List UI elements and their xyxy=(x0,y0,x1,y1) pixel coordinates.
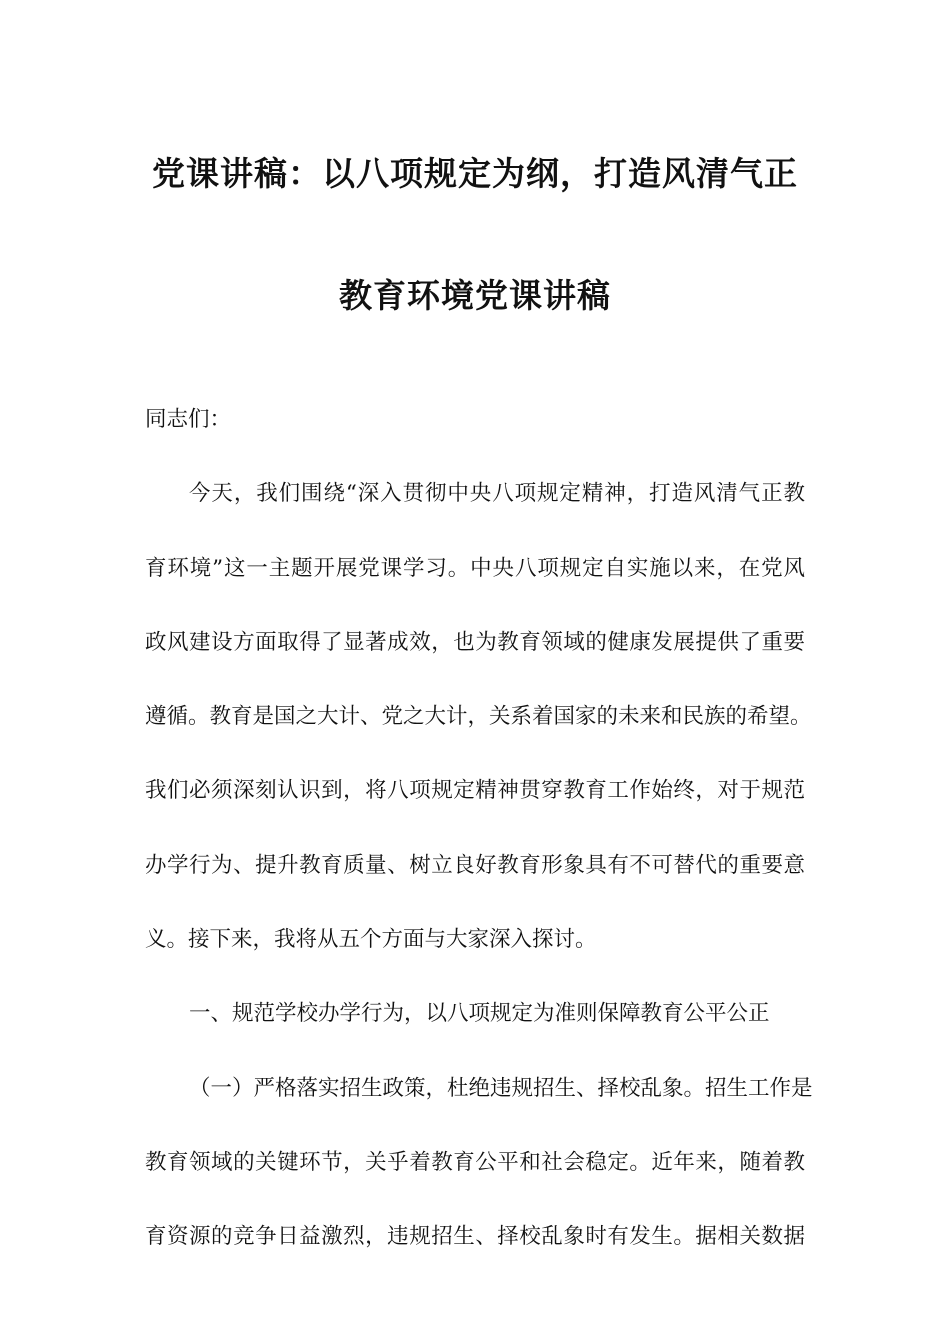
paragraph-line: 政风建设方面取得了显著成效，也为教育领域的健康发展提供了重要 xyxy=(145,629,805,655)
document-title-line-1: 党课讲稿：以八项规定为纲，打造风清气正 xyxy=(152,154,798,193)
paragraph-line: 教育领域的关键环节，关乎着教育公平和社会稳定。近年来，随着教 xyxy=(145,1149,805,1175)
section-heading: 一、规范学校办学行为，以八项规定为准则保障教育公平公正 xyxy=(189,1001,770,1027)
paragraph-line: （一）严格落实招生政策，杜绝违规招生、择校乱象。招生工作是 xyxy=(189,1075,813,1101)
paragraph-line: 办学行为、提升教育质量、树立良好教育形象具有不可替代的重要意 xyxy=(145,852,805,878)
paragraph-line: 今天，我们围绕“深入贯彻中央八项规定精神，打造风清气正教 xyxy=(189,481,805,507)
paragraph-line: 我们必须深刻认识到，将八项规定精神贯穿教育工作始终，对于规范 xyxy=(145,778,805,804)
paragraph-line: 遵循。教育是国之大计、党之大计，关系着国家的未来和民族的希望。 xyxy=(145,704,812,730)
document-title-line-2: 教育环境党课讲稿 xyxy=(339,276,611,315)
paragraph-line: 义。接下来，我将从五个方面与大家深入探讨。 xyxy=(145,927,597,953)
document-body xyxy=(145,402,813,1294)
salutation: 同志们： xyxy=(145,407,232,432)
paragraph-line: 育资源的竞争日益激烈，违规招生、择校乱象时有发生。据相关数据 xyxy=(145,1224,805,1250)
paragraph-line: 育环境”这一主题开展党课学习。中央八项规定自实施以来，在党风 xyxy=(145,555,805,581)
